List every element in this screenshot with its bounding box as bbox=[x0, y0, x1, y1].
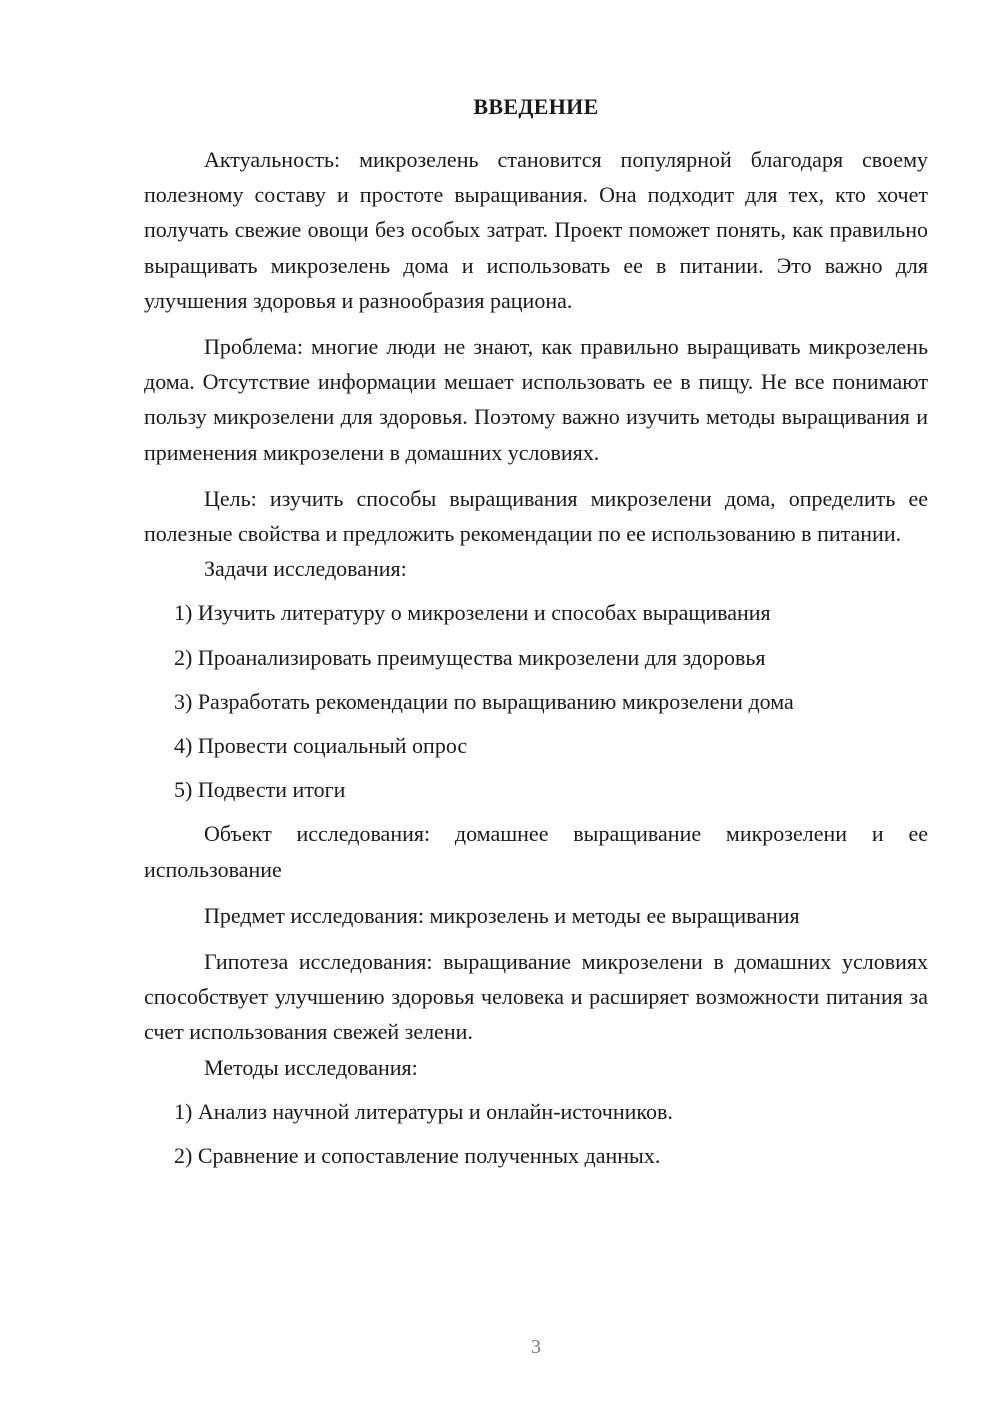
list-item: 1) Изучить литературу о микрозелени и способах выращивания bbox=[174, 600, 771, 626]
paragraph-problem: Проблема: многие люди не знают, как правильно выращивать микрозелень дома. Отсутствие информации мешает использовать ее в пищу. Не все понимают пользу микрозелени для здоровья. Поэтому важно изучить методы выращивания и применения микрозелени в домашних условиях. bbox=[144, 334, 928, 465]
list-item: 4) Провести социальный опрос bbox=[174, 733, 468, 759]
methods-intro: Методы исследования: bbox=[204, 1054, 418, 1080]
list-item: 3) Разработать рекомендации по выращиванию микрозелени дома bbox=[174, 688, 794, 714]
list-item: 1) Анализ научной литературы и онлайн-источников. bbox=[174, 1098, 673, 1124]
list-item: 5) Подвести итоги bbox=[174, 777, 346, 803]
list-item: 2) Сравнение и сопоставление полученных данных. bbox=[174, 1143, 661, 1169]
tasks-list bbox=[144, 595, 928, 807]
tasks-intro: Задачи исследования: bbox=[204, 556, 407, 582]
methods-list bbox=[144, 1094, 928, 1173]
document-body bbox=[144, 142, 928, 1173]
page-heading: ВВЕДЕНИЕ bbox=[473, 94, 599, 119]
page-number: 3 bbox=[531, 1336, 541, 1358]
paragraph-hypothesis: Гипотеза исследования: выращивание микрозелени в домашних условиях способствует улучшению здоровья человека и расширяет возможности питания за счет использования свежей зелени. bbox=[144, 949, 928, 1045]
paragraph-subject: Предмет исследования: микрозелень и методы ее выращивания bbox=[204, 902, 800, 928]
paragraph-relevance: Актуальность: микрозелень становится популярной благодаря своему полезному составу и простоте выращивания. Она подходит для тех, кто хочет получать свежие овощи без особых затрат. Проект поможет понять, как правильно выращивать микрозелень дома и использовать ее в питании. Это важно для улучшения здоровья и разнообразия рациона. bbox=[144, 147, 928, 313]
list-item: 2) Проанализировать преимущества микрозелени для здоровья bbox=[174, 644, 766, 670]
paragraph-object: Объект исследования: домашнее выращивание микрозелени и ее использование bbox=[144, 821, 928, 882]
paragraph-goal: Цель: изучить способы выращивания микрозелени дома, определить ее полезные свойства и предложить рекомендации по ее использованию в питании. bbox=[144, 485, 928, 547]
